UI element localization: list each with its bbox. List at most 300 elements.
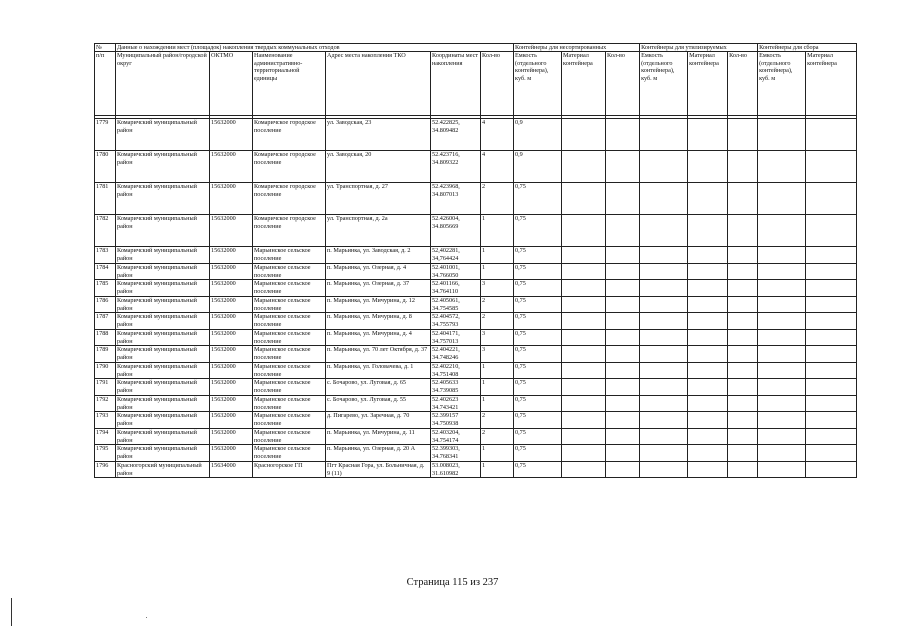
table-row	[95, 346, 857, 363]
cell-count: 2	[481, 296, 514, 313]
table-row	[95, 151, 857, 183]
header-c-count: Кол-во	[728, 52, 758, 116]
cell-empty	[688, 329, 728, 346]
cell-coords: 52.405633 34.739085	[431, 379, 481, 396]
cell-capacity: 0,9	[514, 151, 562, 183]
table-row	[95, 445, 857, 462]
header-recycling-group: Контейнеры для утилизируемых	[640, 44, 758, 52]
cell-empty	[640, 296, 688, 313]
table-row	[95, 428, 857, 445]
cell-empty	[640, 313, 688, 330]
cell-admin-unit: Марьинское сельское поселение	[253, 296, 326, 313]
cell-oktmo: 15632000	[210, 280, 253, 297]
cell-empty	[728, 215, 758, 247]
cell-empty	[806, 263, 857, 280]
cell-count: 2	[481, 313, 514, 330]
cell-empty	[728, 263, 758, 280]
cell-empty	[606, 119, 640, 151]
cell-empty	[688, 280, 728, 297]
cell-empty	[562, 461, 606, 478]
cell-num: 1794	[95, 428, 116, 445]
cell-admin-unit: Марьинское сельское поселение	[253, 428, 326, 445]
cell-oktmo: 15632000	[210, 395, 253, 412]
table-row	[95, 247, 857, 264]
cell-admin-unit: Комаричское городское поселение	[253, 215, 326, 247]
cell-empty	[640, 280, 688, 297]
cell-empty	[562, 379, 606, 396]
cell-empty	[728, 247, 758, 264]
cell-count: 1	[481, 263, 514, 280]
cell-address: п. Марьинка, ул. Заводская, д. 2	[326, 247, 431, 264]
cell-empty	[806, 329, 857, 346]
cell-empty	[688, 263, 728, 280]
header-collection-group: Контейнеры для сбора	[758, 44, 857, 52]
cell-capacity: 0,75	[514, 183, 562, 215]
cell-coords: 52.423968, 34.807013	[431, 183, 481, 215]
cell-capacity: 0,75	[514, 296, 562, 313]
cell-address: п. Марьинка, ул. Озерная, д. 37	[326, 280, 431, 297]
cell-empty	[562, 329, 606, 346]
cell-oktmo: 15632000	[210, 313, 253, 330]
cell-district: Комаричский муниципальный район	[116, 313, 210, 330]
cell-coords: 52.404572, 34.755793	[431, 313, 481, 330]
cell-num: 1790	[95, 362, 116, 379]
cell-coords: 52.404171, 34.757013	[431, 329, 481, 346]
cell-empty	[806, 428, 857, 445]
cell-empty	[640, 412, 688, 429]
cell-count: 1	[481, 215, 514, 247]
cell-district: Комаричский муниципальный район	[116, 329, 210, 346]
cell-capacity: 0,75	[514, 362, 562, 379]
cell-empty	[728, 461, 758, 478]
header-r-count: Кол-во	[606, 52, 640, 116]
cell-district: Комаричский муниципальный район	[116, 445, 210, 462]
header-u-material: Материал контейнера	[562, 52, 606, 116]
cell-empty	[758, 428, 806, 445]
cell-capacity: 0,75	[514, 215, 562, 247]
cell-empty	[562, 215, 606, 247]
cell-num: 1782	[95, 215, 116, 247]
cell-empty	[640, 263, 688, 280]
cell-count: 3	[481, 329, 514, 346]
cell-oktmo: 15632000	[210, 412, 253, 429]
cell-empty	[640, 445, 688, 462]
cell-empty	[606, 263, 640, 280]
cell-coords: 52.405061, 34.754585	[431, 296, 481, 313]
cell-empty	[806, 247, 857, 264]
cell-capacity: 0,75	[514, 395, 562, 412]
header-pp: п/п	[95, 52, 116, 116]
cell-admin-unit: Марьинское сельское поселение	[253, 412, 326, 429]
cell-empty	[640, 183, 688, 215]
cell-empty	[758, 215, 806, 247]
cell-admin-unit: Марьинское сельское поселение	[253, 362, 326, 379]
cell-capacity: 0,9	[514, 119, 562, 151]
cell-empty	[688, 296, 728, 313]
header-r-capacity: Емкость (отдельного контейнера), куб. м	[640, 52, 688, 116]
cell-oktmo: 15632000	[210, 183, 253, 215]
cell-admin-unit: Красногорское ГП	[253, 461, 326, 478]
cell-coords: 52.401001, 34.766050	[431, 263, 481, 280]
cell-empty	[728, 412, 758, 429]
cell-empty	[688, 428, 728, 445]
cell-address: п. Марьинка, ул. Озерная, д. 20 А	[326, 445, 431, 462]
cell-district: Комаричский муниципальный район	[116, 215, 210, 247]
cell-num: 1781	[95, 183, 116, 215]
cell-empty	[728, 379, 758, 396]
cell-admin-unit: Марьинское сельское поселение	[253, 329, 326, 346]
cell-capacity: 0,75	[514, 461, 562, 478]
cell-empty	[606, 313, 640, 330]
header-u-count: Кол-во	[481, 52, 514, 116]
cell-empty	[806, 395, 857, 412]
cell-admin-unit: Марьинское сельское поселение	[253, 247, 326, 264]
cell-empty	[806, 379, 857, 396]
cell-empty	[606, 445, 640, 462]
cell-empty	[606, 412, 640, 429]
table-row	[95, 313, 857, 330]
cell-coords: 52.403204, 34.754174	[431, 428, 481, 445]
cell-num: 1793	[95, 412, 116, 429]
cell-count: 1	[481, 395, 514, 412]
cell-count: 3	[481, 346, 514, 363]
header-c-capacity: Емкость (отдельного контейнера), куб. м	[758, 52, 806, 116]
cell-empty	[640, 247, 688, 264]
cell-empty	[688, 215, 728, 247]
cell-coords: 52.426004, 34.805669	[431, 215, 481, 247]
cell-empty	[606, 379, 640, 396]
cell-district: Комаричский муниципальный район	[116, 263, 210, 280]
cell-empty	[758, 395, 806, 412]
cell-admin-unit: Комаричское городское поселение	[253, 119, 326, 151]
cell-oktmo: 15632000	[210, 379, 253, 396]
cell-address: Пгт Красная Гора, ул. Больничная, д. 9 (11)	[326, 461, 431, 478]
cell-empty	[806, 151, 857, 183]
cell-address: п. Марьинка, ул. 70 лет Октября, д. 37	[326, 346, 431, 363]
cell-district: Комаричский муниципальный район	[116, 183, 210, 215]
cell-district: Комаричский муниципальный район	[116, 379, 210, 396]
header-row-2	[95, 52, 857, 116]
cell-empty	[562, 362, 606, 379]
cell-capacity: 0,75	[514, 313, 562, 330]
cell-address: п. Марьинка, ул. Мичурина, д. 4	[326, 329, 431, 346]
table-row	[95, 183, 857, 215]
cell-empty	[688, 183, 728, 215]
cell-empty	[806, 119, 857, 151]
cell-num: 1779	[95, 119, 116, 151]
cell-empty	[758, 247, 806, 264]
cell-empty	[688, 362, 728, 379]
cell-oktmo: 15632000	[210, 296, 253, 313]
cell-empty	[606, 428, 640, 445]
cell-empty	[562, 346, 606, 363]
cell-empty	[562, 263, 606, 280]
cell-oktmo: 15632000	[210, 329, 253, 346]
cell-address: ул. Заводская, 20	[326, 151, 431, 183]
cell-num: 1783	[95, 247, 116, 264]
cell-coords: 52.404221, 34.748246	[431, 346, 481, 363]
cell-coords: 52.399303, 34.768341	[431, 445, 481, 462]
cell-oktmo: 15632000	[210, 445, 253, 462]
cell-num: 1795	[95, 445, 116, 462]
cell-district: Комаричский муниципальный район	[116, 119, 210, 151]
cell-oktmo: 15632000	[210, 263, 253, 280]
cell-count: 2	[481, 183, 514, 215]
cell-empty	[728, 183, 758, 215]
cell-num: 1787	[95, 313, 116, 330]
cell-empty	[562, 445, 606, 462]
cell-empty	[806, 346, 857, 363]
cell-capacity: 0,75	[514, 329, 562, 346]
cell-district: Комаричский муниципальный район	[116, 412, 210, 429]
cell-empty	[606, 280, 640, 297]
cell-address: п. Марьинка, ул. Мичурина, д. 8	[326, 313, 431, 330]
cell-empty	[562, 313, 606, 330]
cell-empty	[758, 151, 806, 183]
cell-address: с. Бочарово, ул. Луговая, д. 55	[326, 395, 431, 412]
cell-empty	[606, 183, 640, 215]
table-row	[95, 379, 857, 396]
cell-district: Красногорский муниципальный район	[116, 461, 210, 478]
cell-capacity: 0,75	[514, 280, 562, 297]
cell-oktmo: 15632000	[210, 428, 253, 445]
cell-empty	[758, 412, 806, 429]
cell-empty	[806, 313, 857, 330]
cell-empty	[562, 428, 606, 445]
table-row	[95, 395, 857, 412]
cell-capacity: 0,75	[514, 263, 562, 280]
cell-admin-unit: Марьинское сельское поселение	[253, 280, 326, 297]
cell-count: 3	[481, 280, 514, 297]
cell-oktmo: 15634000	[210, 461, 253, 478]
cell-empty	[758, 461, 806, 478]
cell-oktmo: 15632000	[210, 119, 253, 151]
cell-empty	[640, 395, 688, 412]
header-location-group: Данные о нахождении мест (площадок) накопления твердых коммунальных отходов	[116, 44, 514, 52]
header-unsorted-group: Контейнеры для несортированных	[514, 44, 640, 52]
header-address: Адрес места накопления ТКО	[326, 52, 431, 116]
cell-count: 4	[481, 151, 514, 183]
cell-oktmo: 15632000	[210, 215, 253, 247]
cell-admin-unit: Марьинское сельское поселение	[253, 346, 326, 363]
cell-empty	[688, 445, 728, 462]
cell-empty	[606, 395, 640, 412]
cell-empty	[758, 263, 806, 280]
cell-empty	[728, 296, 758, 313]
cell-empty	[562, 119, 606, 151]
header-admin-unit: Наименование административно-территориальной единицы	[253, 52, 326, 116]
cell-count: 2	[481, 428, 514, 445]
cell-empty	[688, 412, 728, 429]
header-r-material: Материал контейнера	[688, 52, 728, 116]
cell-admin-unit: Комаричское городское поселение	[253, 151, 326, 183]
header-coords: Координаты мест накопления	[431, 52, 481, 116]
cell-empty	[728, 329, 758, 346]
cell-empty	[562, 247, 606, 264]
cell-empty	[728, 313, 758, 330]
table-row	[95, 329, 857, 346]
cell-oktmo: 15632000	[210, 151, 253, 183]
cell-empty	[606, 215, 640, 247]
cell-empty	[606, 247, 640, 264]
cell-empty	[806, 215, 857, 247]
table-row	[95, 362, 857, 379]
cell-empty	[806, 280, 857, 297]
table-row	[95, 119, 857, 151]
cell-empty	[688, 379, 728, 396]
cell-empty	[806, 445, 857, 462]
cell-num: 1786	[95, 296, 116, 313]
cell-num: 1791	[95, 379, 116, 396]
cell-admin-unit: Марьинское сельское поселение	[253, 379, 326, 396]
cell-empty	[640, 151, 688, 183]
cell-empty	[728, 362, 758, 379]
cell-num: 1792	[95, 395, 116, 412]
cell-address: с. Бочарово, ул. Луговая, д. 65	[326, 379, 431, 396]
cell-coords: 52.402210, 34.751408	[431, 362, 481, 379]
cell-empty	[562, 280, 606, 297]
cell-empty	[562, 151, 606, 183]
cell-empty	[758, 379, 806, 396]
cell-capacity: 0,75	[514, 346, 562, 363]
cell-num: 1796	[95, 461, 116, 478]
cell-district: Комаричский муниципальный район	[116, 280, 210, 297]
cell-count: 1	[481, 379, 514, 396]
cell-oktmo: 15632000	[210, 362, 253, 379]
cell-empty	[640, 329, 688, 346]
cell-empty	[606, 346, 640, 363]
cell-empty	[728, 346, 758, 363]
cell-empty	[806, 362, 857, 379]
cell-empty	[728, 280, 758, 297]
cell-empty	[758, 362, 806, 379]
cell-capacity: 0,75	[514, 379, 562, 396]
cell-coords: 52.422825, 34.809482	[431, 119, 481, 151]
cell-address: ул. Транспортная, д. 2а	[326, 215, 431, 247]
cell-empty	[640, 119, 688, 151]
cell-empty	[806, 412, 857, 429]
header-num: №	[95, 44, 116, 52]
header-district: Муниципальный район/городской округ	[116, 52, 210, 116]
cell-empty	[728, 395, 758, 412]
cell-empty	[640, 379, 688, 396]
cell-coords: 52.399157 34.750938	[431, 412, 481, 429]
table-row	[95, 412, 857, 429]
cell-num: 1780	[95, 151, 116, 183]
cell-count: 1	[481, 362, 514, 379]
cell-oktmo: 15632000	[210, 346, 253, 363]
cell-empty	[606, 329, 640, 346]
cell-empty	[758, 313, 806, 330]
table-row	[95, 280, 857, 297]
cell-empty	[606, 296, 640, 313]
table-row	[95, 263, 857, 280]
cell-empty	[758, 329, 806, 346]
cell-district: Комаричский муниципальный район	[116, 151, 210, 183]
cell-empty	[806, 461, 857, 478]
cell-empty	[640, 346, 688, 363]
cell-empty	[688, 346, 728, 363]
cell-empty	[640, 461, 688, 478]
scan-margin-mark	[11, 598, 12, 626]
cell-empty	[688, 461, 728, 478]
table-row	[95, 215, 857, 247]
cell-empty	[758, 119, 806, 151]
cell-empty	[758, 280, 806, 297]
cell-empty	[688, 119, 728, 151]
cell-empty	[688, 151, 728, 183]
scan-dust-dot	[146, 617, 147, 618]
cell-coords: 52.402623 34.743421	[431, 395, 481, 412]
cell-admin-unit: Марьинское сельское поселение	[253, 395, 326, 412]
cell-empty	[728, 119, 758, 151]
cell-count: 1	[481, 445, 514, 462]
cell-empty	[728, 445, 758, 462]
cell-empty	[562, 412, 606, 429]
cell-empty	[758, 296, 806, 313]
header-u-capacity: Емкость (отдельного контейнера), куб. м	[514, 52, 562, 116]
cell-empty	[758, 445, 806, 462]
cell-empty	[806, 183, 857, 215]
cell-empty	[640, 215, 688, 247]
cell-empty	[688, 313, 728, 330]
cell-empty	[606, 461, 640, 478]
cell-coords: 52.401166, 34.764110	[431, 280, 481, 297]
table-row	[95, 296, 857, 313]
cell-coords: 52,402281, 34,764424	[431, 247, 481, 264]
cell-empty	[606, 362, 640, 379]
page-number: Страница 115 из 237	[406, 577, 499, 588]
cell-capacity: 0,75	[514, 445, 562, 462]
cell-empty	[606, 151, 640, 183]
header-c-material: Материал контейнера	[806, 52, 857, 116]
cell-capacity: 0,75	[514, 247, 562, 264]
cell-count: 1	[481, 247, 514, 264]
cell-address: ул. Заводская, 23	[326, 119, 431, 151]
waste-sites-table	[94, 43, 857, 478]
cell-empty	[728, 428, 758, 445]
cell-num: 1789	[95, 346, 116, 363]
cell-empty	[640, 428, 688, 445]
cell-empty	[562, 183, 606, 215]
cell-num: 1784	[95, 263, 116, 280]
cell-capacity: 0,75	[514, 428, 562, 445]
cell-num: 1785	[95, 280, 116, 297]
cell-coords: 52.423716, 34.809322	[431, 151, 481, 183]
cell-address: п. Марьинка, ул. Мичурина, д. 12	[326, 296, 431, 313]
cell-empty	[562, 395, 606, 412]
cell-address: д. Пигарево, ул. Заречная, д. 70	[326, 412, 431, 429]
cell-num: 1788	[95, 329, 116, 346]
table-row	[95, 461, 857, 478]
cell-empty	[688, 247, 728, 264]
cell-empty	[688, 395, 728, 412]
cell-address: п. Марьинка, ул. Озерная, д. 4	[326, 263, 431, 280]
cell-district: Комаричский муниципальный район	[116, 362, 210, 379]
cell-district: Комаричский муниципальный район	[116, 428, 210, 445]
cell-empty	[758, 346, 806, 363]
cell-count: 2	[481, 412, 514, 429]
cell-district: Комаричский муниципальный район	[116, 247, 210, 264]
cell-admin-unit: Марьинское сельское поселение	[253, 445, 326, 462]
cell-empty	[758, 183, 806, 215]
cell-empty	[640, 362, 688, 379]
cell-admin-unit: Марьинское сельское поселение	[253, 263, 326, 280]
cell-address: п. Марьинка, ул. Мичурина, д. 11	[326, 428, 431, 445]
cell-admin-unit: Комаричское городское поселение	[253, 183, 326, 215]
cell-empty	[728, 151, 758, 183]
cell-count: 4	[481, 119, 514, 151]
